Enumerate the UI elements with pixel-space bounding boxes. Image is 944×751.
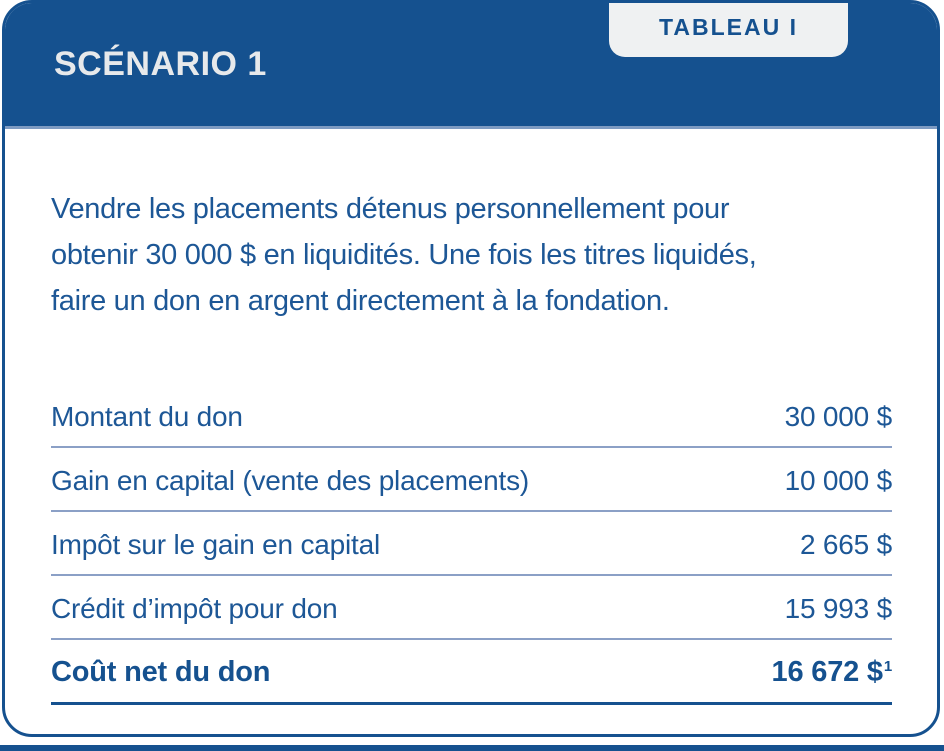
tableau-tab — [609, 3, 848, 57]
row-label: Gain en capital (vente des placements) — [51, 465, 529, 496]
table-row — [51, 512, 892, 576]
donation-table — [51, 384, 892, 705]
table-row — [51, 448, 892, 512]
bottom-divider-bar — [0, 745, 944, 751]
row-label: Coût net du don — [51, 656, 271, 688]
description-line: obtenir 30 000 $ en liquidités. Une fois les titres liquidés, — [51, 239, 757, 271]
scenario-body — [5, 129, 937, 705]
footnote-marker: 1 — [883, 658, 892, 675]
row-value — [772, 655, 892, 690]
row-value: 10 000 $ — [784, 465, 892, 496]
scenario-card — [2, 0, 940, 737]
table-row — [51, 384, 892, 448]
tableau-tab-label: TABLEAU I — [659, 13, 798, 40]
total-value: 16 672 $ — [771, 656, 883, 688]
table-row-total — [51, 640, 892, 705]
row-value: 15 993 $ — [784, 593, 892, 624]
row-value: 2 665 $ — [799, 529, 892, 560]
table-row — [51, 576, 892, 640]
description-line: faire un don en argent directement à la fondation. — [51, 285, 670, 317]
scenario-description — [51, 186, 892, 324]
row-label: Crédit d’impôt pour don — [51, 593, 338, 624]
row-label: Montant du don — [51, 401, 243, 432]
row-label: Impôt sur le gain en capital — [51, 529, 381, 560]
description-line: Vendre les placements détenus personnellement pour — [51, 193, 730, 225]
row-value: 30 000 $ — [784, 401, 892, 432]
scenario-title: SCÉNARIO 1 — [54, 45, 267, 83]
